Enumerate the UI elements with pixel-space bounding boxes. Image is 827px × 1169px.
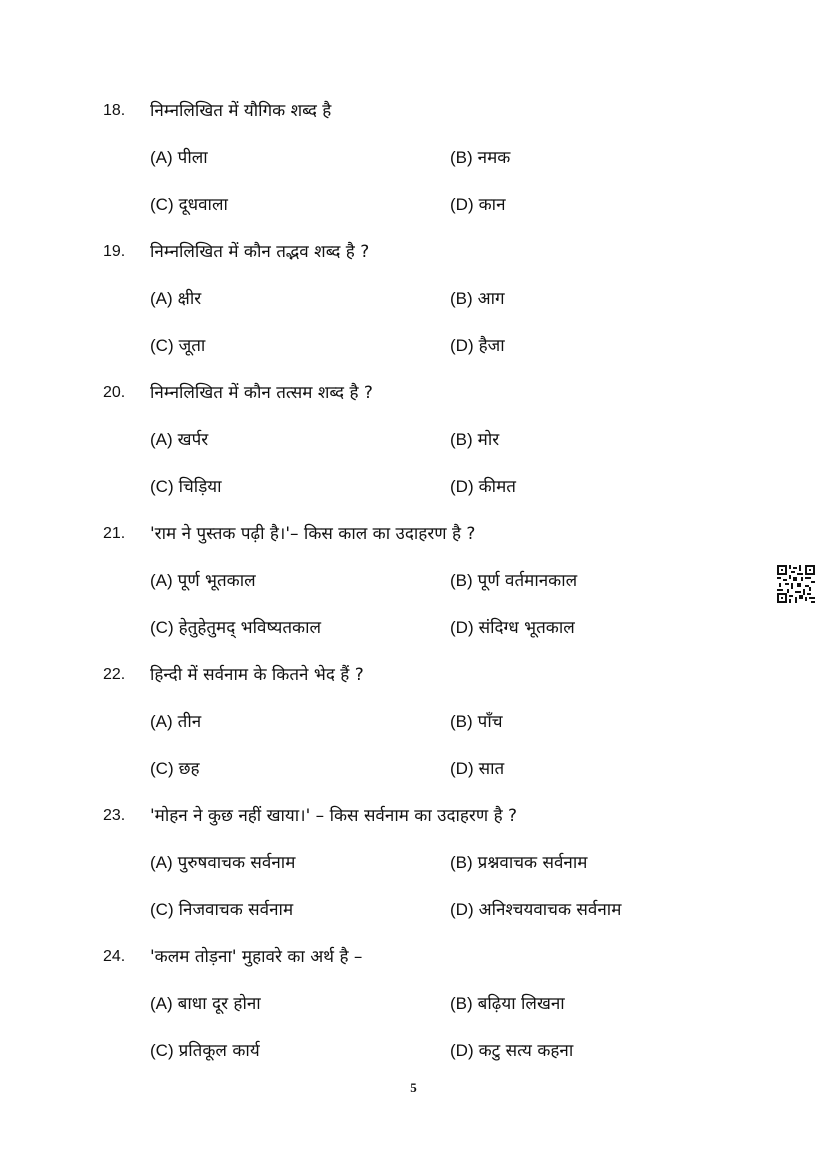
- option-text: सात: [478, 759, 505, 779]
- option-text: बढ़िया लिखना: [477, 994, 565, 1014]
- option-text: आग: [477, 289, 505, 309]
- question-24: [103, 944, 723, 970]
- option-label: (C): [150, 759, 174, 778]
- option-label: (C): [150, 477, 174, 496]
- option-label: (C): [150, 900, 174, 919]
- option-label: (A): [150, 712, 173, 731]
- option-c: [150, 756, 200, 782]
- option-a: [150, 568, 256, 594]
- option-label: (D): [450, 336, 474, 355]
- option-d: [450, 615, 575, 641]
- question-number: 24.: [103, 948, 126, 965]
- option-a: [150, 850, 295, 876]
- option-c: [150, 474, 222, 500]
- option-text: कीमत: [478, 477, 516, 497]
- option-label: (D): [450, 195, 474, 214]
- question-text: निम्नलिखित में कौन तद्भव शब्द है ?: [150, 242, 370, 262]
- option-label: (C): [150, 336, 174, 355]
- option-text: पुरुषवाचक सर्वनाम: [177, 853, 296, 873]
- option-text: चिड़िया: [178, 477, 222, 497]
- option-label: (B): [450, 571, 473, 590]
- option-label: (A): [150, 430, 173, 449]
- qr-code-icon: [777, 565, 815, 603]
- option-text: बाधा दूर होना: [177, 994, 261, 1014]
- option-d: [450, 192, 506, 218]
- option-label: (A): [150, 853, 173, 872]
- option-text: नमक: [477, 148, 511, 168]
- question-number: 21.: [103, 525, 126, 542]
- question-number: 19.: [103, 243, 126, 260]
- option-label: (A): [150, 994, 173, 1013]
- option-b: [450, 427, 499, 453]
- option-b: [450, 850, 587, 876]
- option-label: (A): [150, 289, 173, 308]
- option-label: (A): [150, 148, 173, 167]
- option-label: (C): [150, 618, 174, 637]
- option-label: (D): [450, 759, 474, 778]
- option-label: (C): [150, 195, 174, 214]
- question-text: निम्नलिखित में यौगिक शब्द है: [150, 101, 332, 121]
- question-20: [103, 380, 723, 406]
- option-c: [150, 1038, 260, 1064]
- option-text: हेतुहेतुमद् भविष्यतकाल: [178, 618, 322, 638]
- option-d: [450, 333, 505, 359]
- option-text: पूर्ण भूतकाल: [177, 571, 256, 591]
- option-text: प्रतिकूल कार्य: [178, 1041, 260, 1061]
- question-19: [103, 239, 723, 265]
- question-number: 20.: [103, 384, 126, 401]
- question-text: 'कलम तोड़ना' मुहावरे का अर्थ है –: [150, 947, 363, 967]
- page-number: 5: [410, 1080, 417, 1095]
- question-18: [103, 98, 723, 124]
- question-number: 23.: [103, 807, 126, 824]
- option-label: (D): [450, 1041, 474, 1060]
- option-a: [150, 286, 201, 312]
- question-number: 18.: [103, 102, 126, 119]
- option-label: (B): [450, 289, 473, 308]
- option-text: दूधवाला: [178, 195, 228, 215]
- option-label: (B): [450, 994, 473, 1013]
- option-b: [450, 991, 565, 1017]
- question-22: [103, 662, 723, 688]
- option-text: पूर्ण वर्तमानकाल: [477, 571, 578, 591]
- option-label: (D): [450, 618, 474, 637]
- option-a: [150, 991, 261, 1017]
- question-text: 'मोहन ने कुछ नहीं खाया।' – किस सर्वनाम का उदाहरण है ?: [150, 806, 518, 826]
- option-b: [450, 709, 503, 735]
- question-text: 'राम ने पुस्तक पढ़ी है।'– किस काल का उदाहरण है ?: [150, 524, 476, 544]
- option-text: प्रश्नवाचक सर्वनाम: [477, 853, 588, 873]
- option-text: जूता: [178, 336, 206, 356]
- question-number: 22.: [103, 666, 126, 683]
- option-a: [150, 145, 208, 171]
- option-text: कान: [478, 195, 506, 215]
- option-label: (A): [150, 571, 173, 590]
- option-b: [450, 568, 577, 594]
- option-label: (B): [450, 148, 473, 167]
- option-a: [150, 427, 208, 453]
- question-21: [103, 521, 723, 547]
- option-label: (B): [450, 853, 473, 872]
- option-c: [150, 897, 293, 923]
- option-text: मोर: [477, 430, 500, 450]
- option-text: संदिग्ध भूतकाल: [478, 618, 575, 638]
- option-text: क्षीर: [177, 289, 202, 309]
- option-text: पाँच: [477, 712, 503, 732]
- option-a: [150, 709, 201, 735]
- option-d: [450, 897, 621, 923]
- option-label: (B): [450, 430, 473, 449]
- option-text: हैजा: [478, 336, 505, 356]
- option-label: (B): [450, 712, 473, 731]
- option-d: [450, 1038, 573, 1064]
- option-text: तीन: [177, 712, 202, 732]
- option-label: (D): [450, 900, 474, 919]
- option-text: पीला: [177, 148, 208, 168]
- question-23: [103, 803, 723, 829]
- option-label: (C): [150, 1041, 174, 1060]
- option-c: [150, 192, 228, 218]
- option-b: [450, 145, 510, 171]
- option-c: [150, 333, 205, 359]
- option-d: [450, 474, 516, 500]
- option-text: खर्पर: [177, 430, 209, 450]
- option-text: निजवाचक सर्वनाम: [178, 900, 294, 920]
- option-text: कटु सत्य कहना: [478, 1041, 574, 1061]
- option-label: (D): [450, 477, 474, 496]
- option-c: [150, 615, 321, 641]
- option-text: अनिश्चयवाचक सर्वनाम: [478, 900, 622, 920]
- option-b: [450, 286, 505, 312]
- option-d: [450, 756, 504, 782]
- question-text: हिन्दी में सर्वनाम के कितने भेद हैं ?: [150, 665, 364, 685]
- question-text: निम्नलिखित में कौन तत्सम शब्द है ?: [150, 383, 373, 403]
- option-text: छह: [178, 759, 200, 779]
